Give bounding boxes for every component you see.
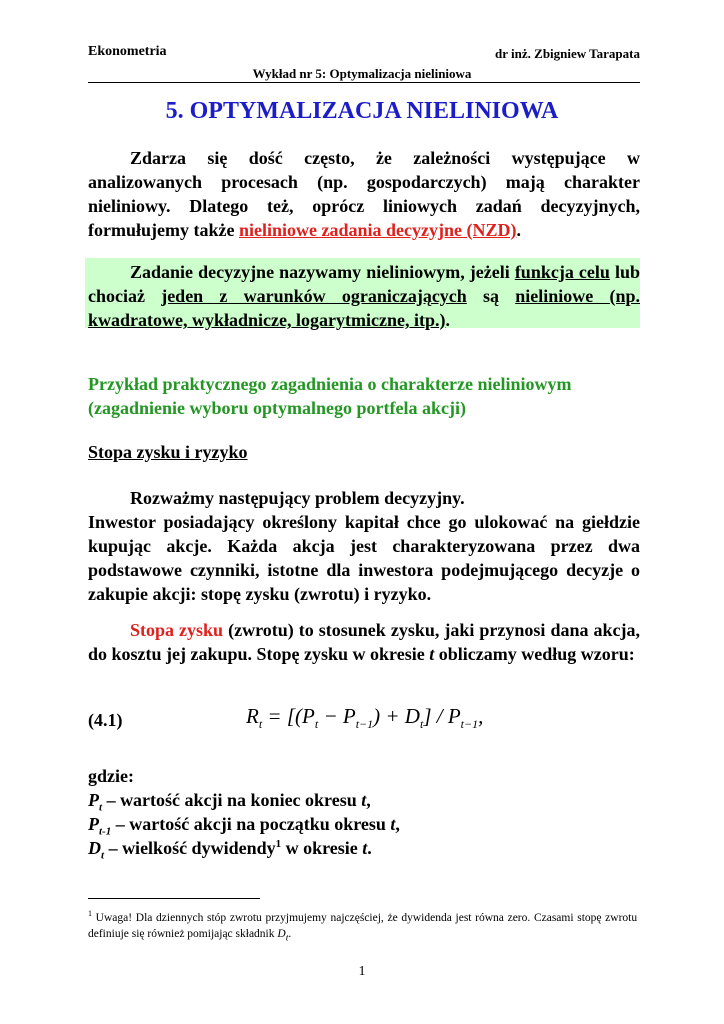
formula-number: (4.1)	[88, 710, 123, 730]
intro-paragraph	[88, 146, 640, 242]
header-course-title: Ekonometria	[88, 44, 167, 59]
footnote-mark: 1	[88, 909, 92, 918]
return-term: Stopa zysku	[130, 620, 224, 640]
return-definition-paragraph	[88, 618, 640, 666]
definition-pt-1: $P_{t-1}$ – wartość akcji na początku okresu t,	[88, 814, 400, 838]
footnote: $^1$ Uwaga! Dla dziennych stóp zwrotu przyjmujemy najczęściej, że dywidenda jest równa zero. Czasami stopę zwrotu definiuje się również pomijając składnik $D_t$.	[88, 909, 640, 944]
example-heading: Przykład praktycznego zagadnienia o charakterze nieliniowym (zagadnienie wyboru optymalnego portfela akcji)	[88, 374, 572, 418]
definition-paragraph	[88, 260, 640, 332]
return-text-b: obliczamy według wzoru:	[434, 644, 635, 664]
section-heading: Stopa zysku i ryzyko	[88, 442, 248, 462]
problem-first-line: Rozważmy następujący problem decyzyjny.	[130, 488, 465, 508]
problem-rest: Inwestor posiadający określony kapitał chce go ulokować na giełdzie kupując akcje. Każda akcja jest charakteryzowana przez dwa podstawowe czynniki, istotne dla inwestora podejmującego decyzje o zakupie akcji: stopę zysku (zwrotu) i ryzyko.	[88, 512, 640, 604]
definition-dt: $D_t$ – wielkość dywidendy$^1$ w okresie t.	[88, 838, 372, 862]
period-variable: t	[429, 644, 435, 664]
header-lecture-subtitle: Wykład nr 5: Optymalizacja nieliniowa	[252, 66, 472, 81]
def-text-c: są	[466, 286, 516, 306]
intro-end: .	[516, 220, 521, 240]
problem-paragraph	[88, 486, 640, 606]
def-constraint: jeden z warunków ograniczających	[161, 286, 467, 306]
chapter-title: 5. OPTYMALIZACJA NIELINIOWA	[165, 98, 559, 124]
header-divider	[88, 82, 640, 83]
intro-text: Zdarza się dość często, że zależności występujące w analizowanych procesach (np. gospodarczych) mają charakter nieliniowy. Dlatego też, oprócz liniowych zadań decyzyjnych, formułujemy także	[88, 148, 640, 240]
def-text-b: lub chociaż	[88, 262, 640, 306]
header-author: dr inż. Zbigniew Tarapata	[495, 46, 640, 61]
def-text-a: Zadanie decyzyjne nazywamy nieliniowym, jeżeli	[130, 262, 515, 282]
footnote-separator	[88, 898, 260, 899]
def-end: .	[445, 310, 450, 330]
return-formula: $R_t = [(P_t - P_{t-1}) + D_t] / P_{t-1}$,	[246, 704, 484, 732]
def-objective-function: funkcja celu	[514, 262, 610, 282]
definition-pt: $P_t$ – wartość akcji na koniec okresu t,	[88, 790, 371, 814]
definitions-intro: gdzie:	[88, 766, 134, 786]
return-text-a: (zwrotu) to stosunek zysku, jaki przynosi dana akcja, do kosztu jej zakupu. Stopę zysku w okresie	[88, 620, 640, 664]
def-nonlinear-examples: nieliniowe (np. kwadratowe, wykładnicze, logarytmiczne, itp.)	[88, 286, 640, 330]
page-number: 1	[358, 964, 366, 979]
nzd-term: nieliniowe zadania decyzyjne (NZD)	[238, 220, 517, 240]
